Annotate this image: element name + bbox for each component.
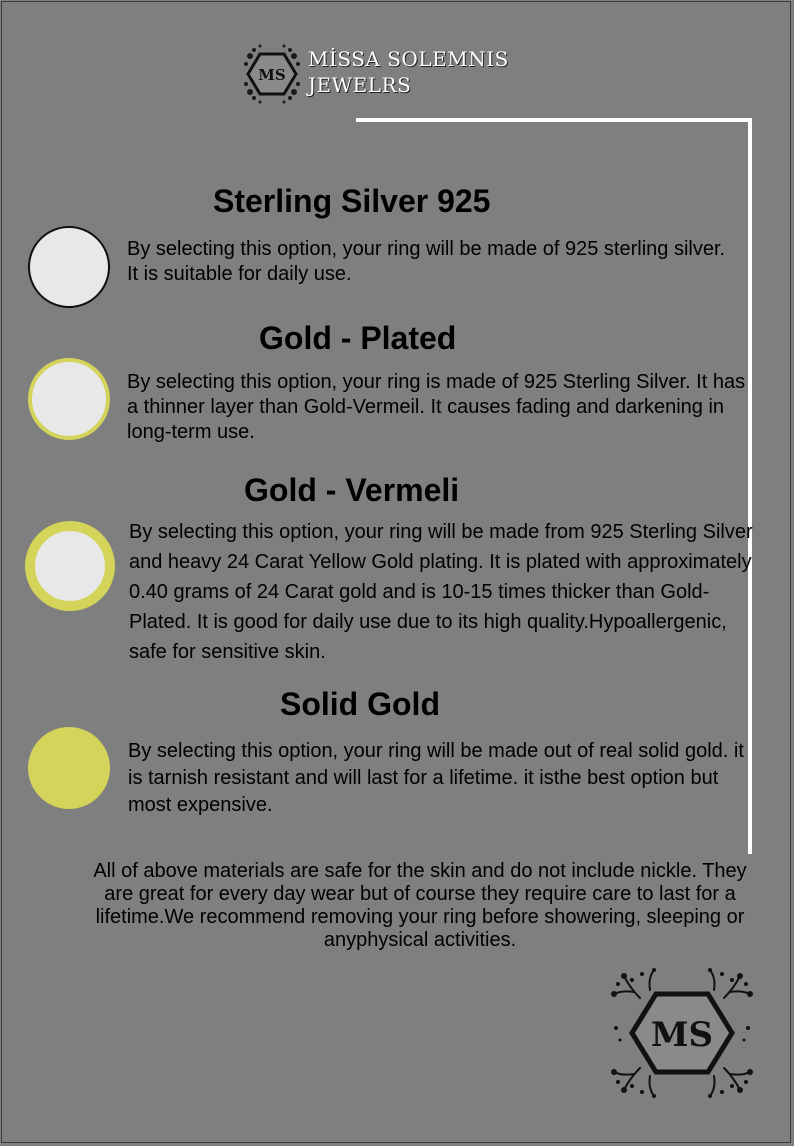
- option-description-gold-plated: By selecting this option, your ring is made of 925 Sterling Silver. It has a thinner layer than Gold-Vermeil. It causes fading and darkening in long-term use.: [127, 371, 746, 443]
- solid-gold-swatch-icon: [28, 727, 110, 809]
- svg-text:MS: MS: [650, 1015, 714, 1055]
- brand-name: [308, 46, 509, 98]
- option-title-sterling-silver: Sterling Silver 925: [213, 183, 491, 219]
- care-note: All of above materials are safe for the skin and do not include nickle. They are great for every day wear but of course they require care to last for a lifetime.We recommend removing your ring before showering, sleeping or anyphysical activities.: [93, 860, 747, 951]
- brand-name-line2: JEWELRS: [308, 73, 412, 97]
- option-title-gold-plated: Gold - Plated: [259, 320, 457, 356]
- brand-name-line1: MİSSA SOLEMNIS: [308, 47, 509, 71]
- svg-text:MS: MS: [258, 66, 286, 84]
- silver-swatch-icon: [28, 226, 110, 308]
- brand-header: [240, 42, 530, 106]
- option-title-solid-gold: Solid Gold: [280, 686, 440, 722]
- gold-vermeil-swatch-icon: [25, 521, 115, 611]
- option-description-sterling-silver: By selecting this option, your ring will be made of 925 sterling silver. It is suitable for daily use.: [127, 238, 726, 285]
- gold-plated-swatch-icon: [28, 358, 110, 440]
- option-description-gold-vermeil: By selecting this option, your ring will be made from 925 Sterling Silver and heavy 24 Carat Yellow Gold plating. It is plated with approximately 0.40 grams of 24 Carat gold and is 10-15 times thicker than Gold-Plated. It is good for daily use due to its high quality.Hypoallergenic, safe for sensitive skin.: [129, 521, 753, 663]
- option-description-solid-gold: By selecting this option, your ring will be made out of real solid gold. it is tarnish resistant and will last for a lifetime. it isthe best option but most expensive.: [128, 740, 744, 816]
- hexagon-monogram-logo-icon: [610, 968, 754, 1098]
- option-title-gold-vermeil: Gold - Vermeli: [244, 472, 460, 508]
- hexagon-monogram-icon: [240, 42, 304, 106]
